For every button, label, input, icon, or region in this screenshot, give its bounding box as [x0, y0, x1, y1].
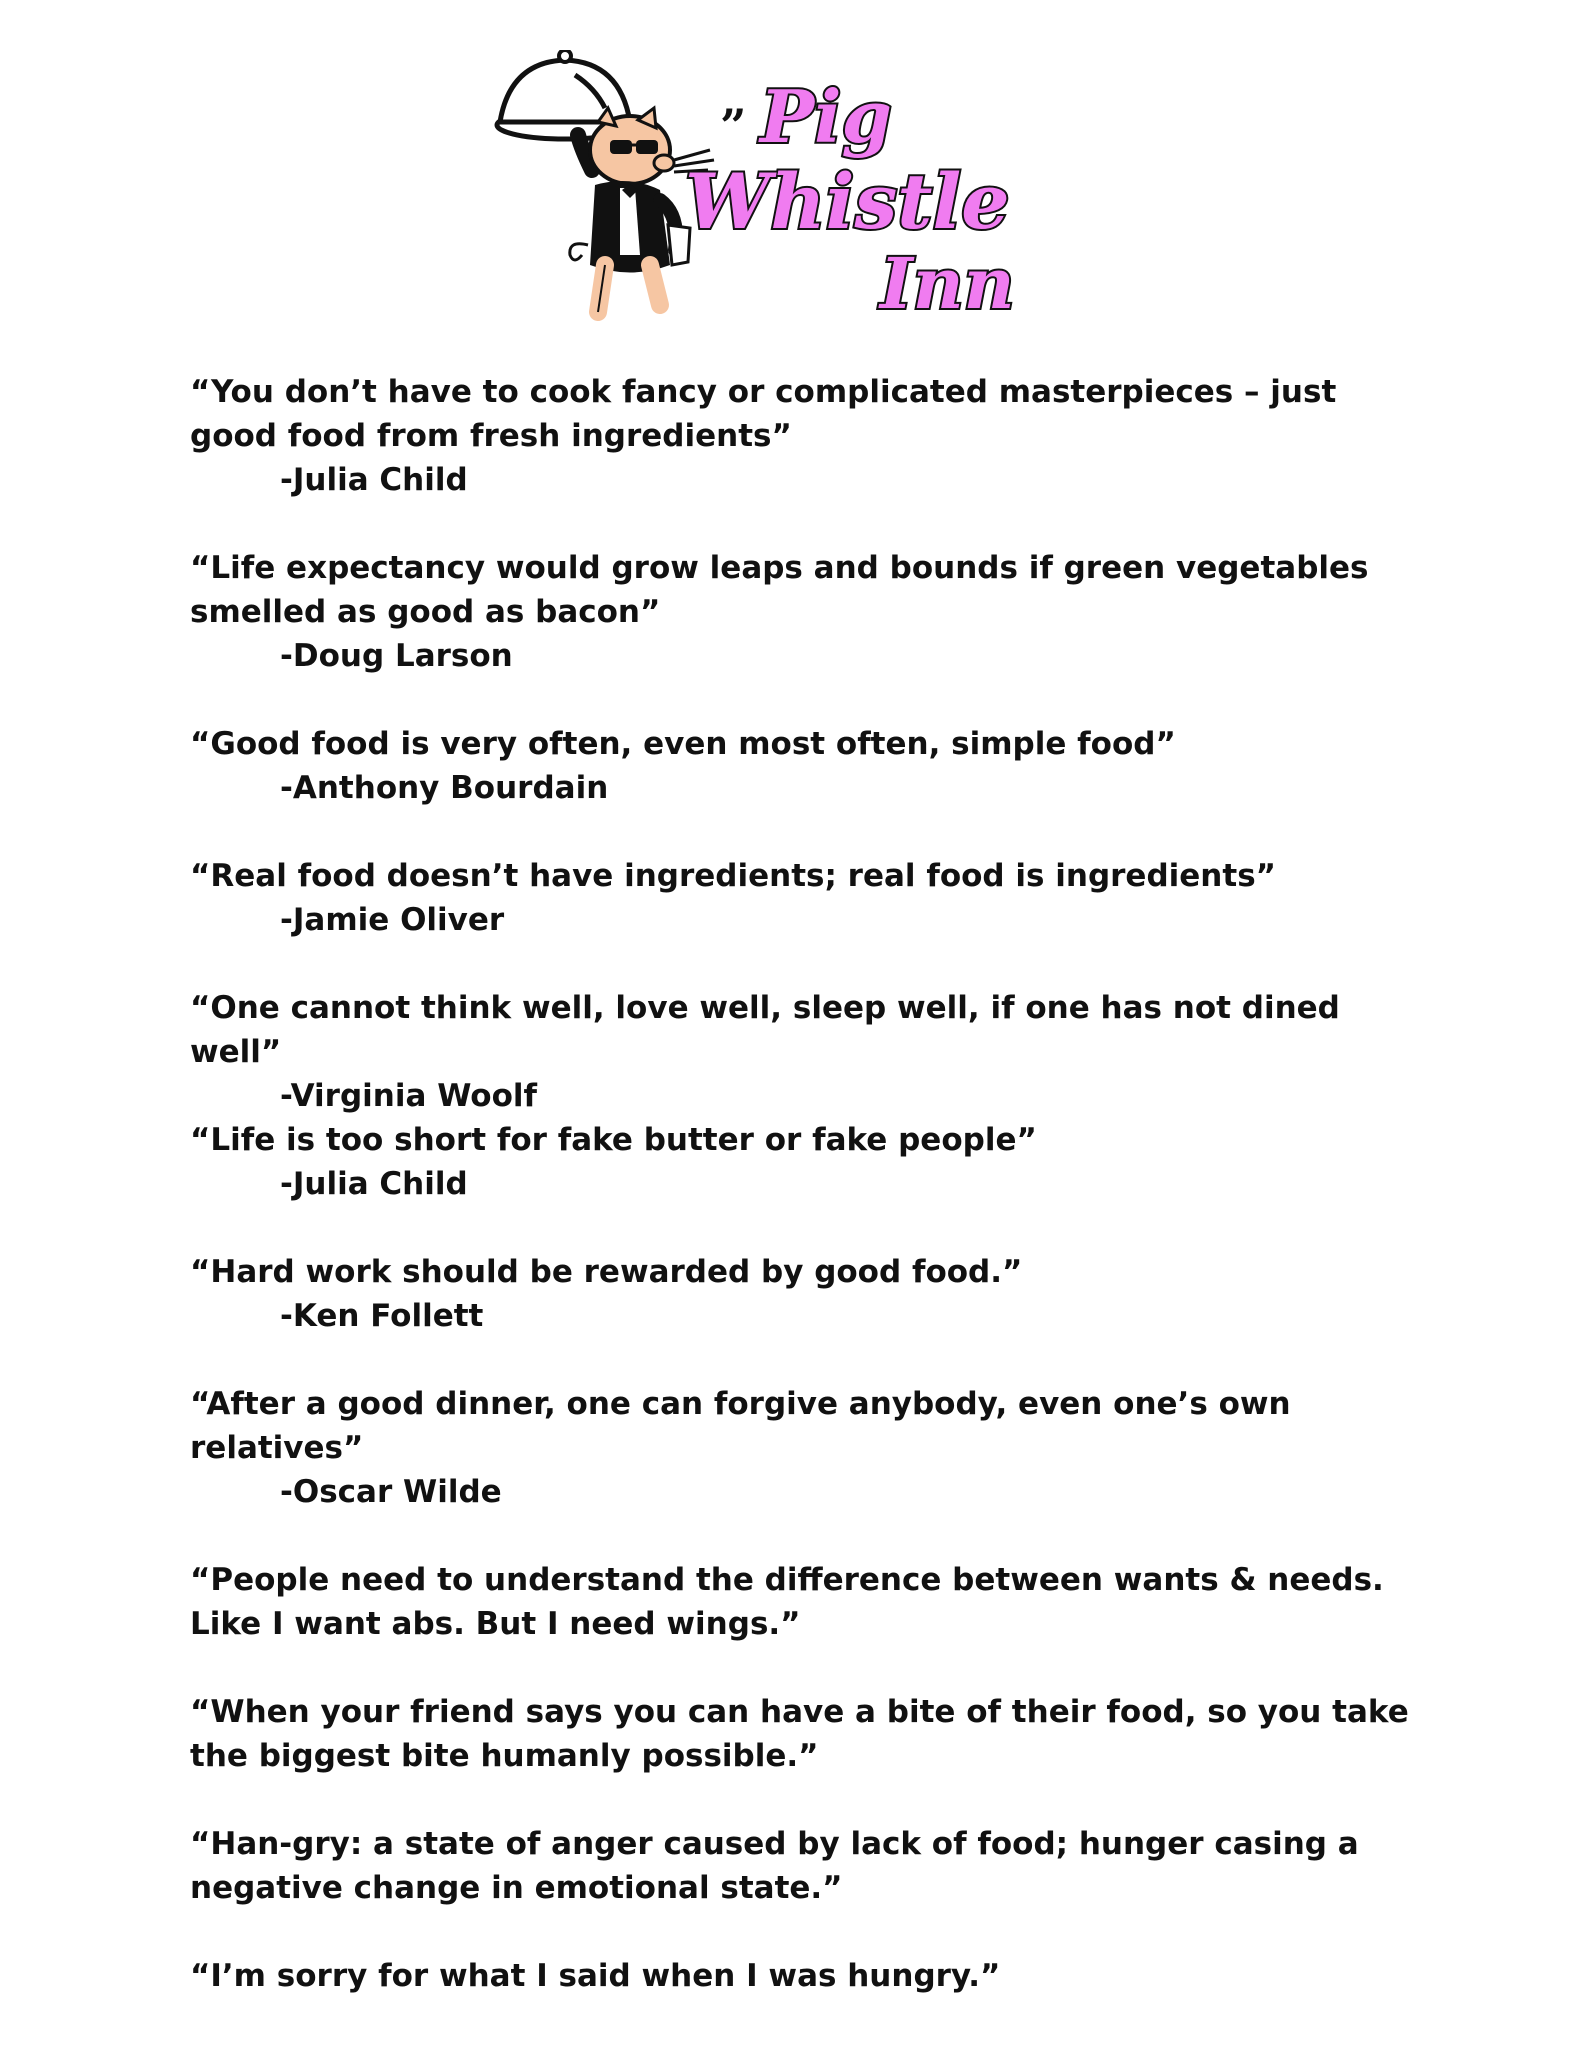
quote-text: “One cannot think well, love well, sleep well, if one has not dined well” [190, 990, 1351, 1070]
quote-text: “Life is too short for fake butter or fake people” [190, 1122, 1037, 1158]
quote-text: “I’m sorry for what I said when I was hungry.” [190, 1958, 1001, 1994]
quote-author: -Ken Follett [280, 1298, 484, 1334]
quote-text: “When your friend says you can have a bite of their food, so you take the biggest bite humanly possible.” [190, 1694, 1420, 1774]
quote-text: “Han-gry: a state of anger caused by lack of food; hunger casing a negative change in emotional state.” [190, 1826, 1370, 1906]
quote-6 [190, 1118, 1420, 1206]
quote-author: -Doug Larson [280, 638, 513, 674]
quote-author: -Oscar Wilde [280, 1474, 502, 1510]
quote-author: -Julia Child [280, 462, 468, 498]
quote-2 [190, 546, 1420, 678]
pig-waiter-icon [497, 50, 714, 312]
quote-5 [190, 986, 1420, 1118]
quote-11 [190, 1822, 1420, 1910]
quote-9 [190, 1558, 1420, 1646]
quote-text: “After a good dinner, one can forgive anybody, even one’s own relatives” [190, 1386, 1302, 1466]
logo-line-2: Whistle [685, 157, 1010, 246]
quote-12 [190, 1954, 1420, 1998]
quote-3 [190, 722, 1420, 810]
logo-line-3: Inn [880, 242, 1015, 322]
quote-8 [190, 1382, 1420, 1514]
quote-author: -Jamie Oliver [280, 902, 505, 938]
quote-4 [190, 854, 1420, 942]
quote-author: -Virginia Woolf [280, 1078, 537, 1114]
quote-author: -Anthony Bourdain [280, 770, 609, 806]
logo-graphic [470, 50, 1110, 322]
quote-1 [190, 370, 1420, 502]
quote-10 [190, 1690, 1420, 1778]
whistle-marks: ” [720, 99, 747, 153]
quote-text: “Real food doesn’t have ingredients; real food is ingredients” [190, 858, 1277, 894]
quote-7 [190, 1250, 1420, 1338]
quote-text: “Life expectancy would grow leaps and bounds if green vegetables smelled as good as bacon” [190, 550, 1380, 630]
quote-author: -Julia Child [280, 1166, 468, 1202]
pig-whistle-inn-logo [470, 50, 1110, 322]
logo-line-1: Pig [760, 74, 892, 159]
quote-text: “Hard work should be rewarded by good food.” [190, 1254, 1023, 1290]
quote-text: “People need to understand the difference between wants & needs. Like I want abs. But I need wings.” [190, 1562, 1395, 1642]
quote-text: “You don’t have to cook fancy or complicated masterpieces – just good food from fresh ingredients” [190, 374, 1348, 454]
quote-text: “Good food is very often, even most often, simple food” [190, 726, 1176, 762]
